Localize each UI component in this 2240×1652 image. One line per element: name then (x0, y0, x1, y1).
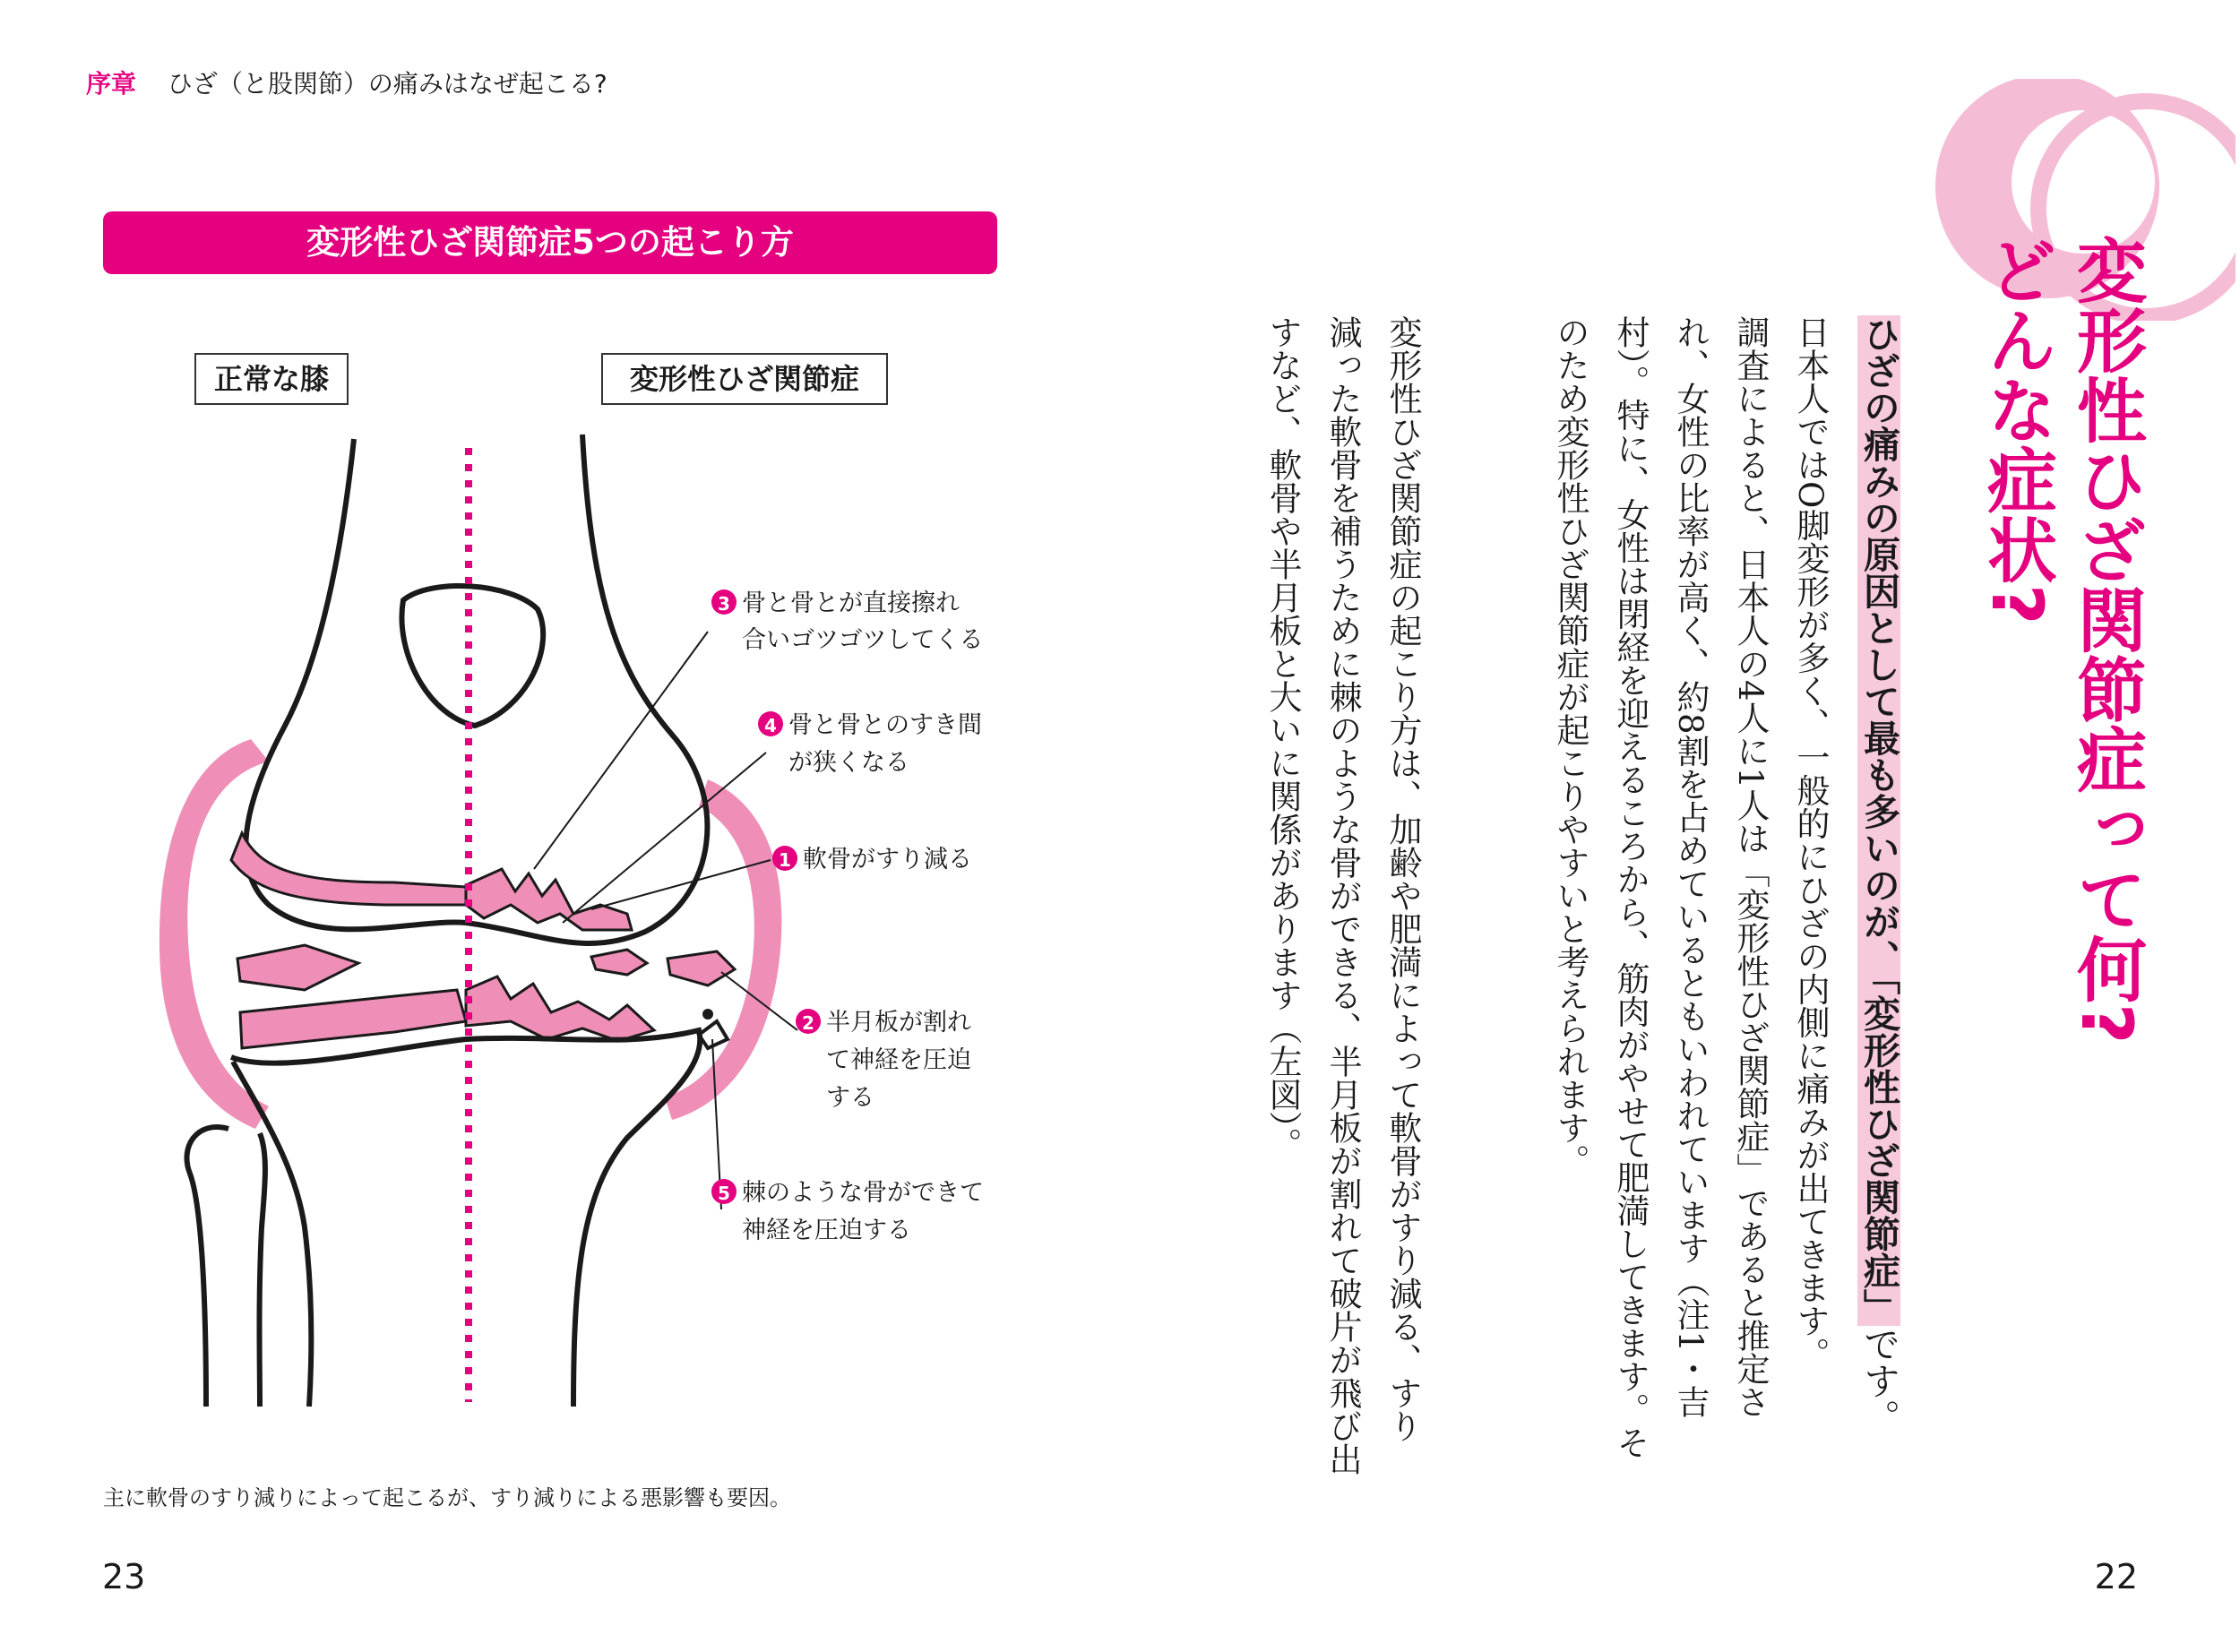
tibia-cartilage-worn (466, 977, 654, 1041)
callout-2-line3: する (826, 1084, 874, 1112)
spur-dot (702, 1009, 713, 1020)
label-oa: 変形性ひざ関節症 (629, 362, 860, 396)
body-column-7: 減った軟骨を補うために棘のような骨ができる、半月板が割れて破片が飛び出 (1323, 315, 1362, 1476)
lead-tail: です。 (1857, 1325, 1900, 1436)
body-column-8: すなど、軟骨や半月板と大いに関係があります（左図）。 (1263, 315, 1302, 1161)
knee-diagram (0, 331, 1039, 1442)
page-title-line-2: どんな症状? (1976, 235, 2056, 625)
callout-2-line2: て神経を圧迫 (826, 1046, 971, 1074)
body-column-6: 変形性ひざ関節症の起こり方は、加齢や肥満によって軟骨がすり減る、すり (1383, 315, 1422, 1442)
body-column-2: 調査によると、日本人の4人に1人は「変形性ひざ関節症」であると推定さ (1731, 315, 1770, 1419)
callout-4-line2: が狭くなる (788, 749, 909, 777)
meniscus-torn-2 (668, 951, 735, 985)
tibia-cartilage-normal (240, 990, 466, 1048)
chapter-label: 序章 (86, 69, 137, 99)
callout-num-4: 4 (764, 715, 777, 736)
callout-num-2: 2 (802, 1012, 814, 1034)
patella-bone (401, 586, 543, 726)
callout-num-5: 5 (718, 1183, 730, 1204)
figure-caption: 主に軟骨のすり減りによって起こるが、すり減りによる悪影響も要因。 (103, 1485, 791, 1510)
femur-bone (246, 435, 707, 943)
callout-4-line1: 骨と骨とのすき間 (788, 711, 982, 739)
callout-5-line2: 神経を圧迫する (742, 1217, 911, 1244)
callout-2-line1: 半月板が割れ (826, 1009, 971, 1037)
body-column-4: 村）。特に、女性は閉経を迎えるころから、筋肉がやせて肥満してきます。そ (1611, 315, 1650, 1459)
callout-5-line1: 棘のような骨ができて (742, 1179, 984, 1207)
lead-sentence (1858, 315, 1900, 1436)
label-normal: 正常な膝 (213, 362, 330, 396)
callout-num-3: 3 (718, 593, 730, 615)
running-head (86, 65, 607, 100)
tibia-bone (231, 1030, 700, 1407)
meniscus-normal (237, 945, 358, 990)
meniscus-torn-1 (591, 950, 647, 975)
lead-highlight-a: ひざの痛みの原因として最も多いのが、 (1857, 315, 1900, 977)
body-column-3: れ、女性の比率が高く、約8割を占めているともいわれています（注1・吉 (1671, 315, 1710, 1419)
joint-capsule-right (665, 779, 781, 1120)
page-number-left: 23 (102, 1557, 146, 1596)
page-number-right: 22 (2094, 1557, 2138, 1596)
figure-title-banner: 変形性ひざ関節症5つの起こり方 (103, 211, 997, 274)
page-title-line-1: 変形性ひざ関節症って何? (2065, 235, 2146, 1045)
callout-1-line1: 軟骨がすり減る (803, 846, 972, 873)
femur-cartilage-worn (466, 869, 632, 930)
callout-3-line1: 骨と骨とが直接擦れ (742, 589, 960, 617)
callout-3-line2: 合いゴツゴツしてくる (742, 626, 984, 654)
femur-cartilage-normal (231, 833, 466, 905)
lead-highlight-b: 「変形性ひざ関節症」 (1857, 977, 1900, 1326)
chapter-title: ひざ（と股関節）の痛みはなぜ起こる? (167, 69, 607, 99)
callout-num-1: 1 (779, 849, 791, 871)
body-column-1: 日本人ではO脚変形が多く、一般的にひざの内側に痛みが出てきます。 (1791, 315, 1830, 1371)
body-column-5: のため変形性ひざ関節症が起こりやすいと考えられます。 (1551, 315, 1590, 1177)
fibula-bone (187, 1127, 265, 1407)
